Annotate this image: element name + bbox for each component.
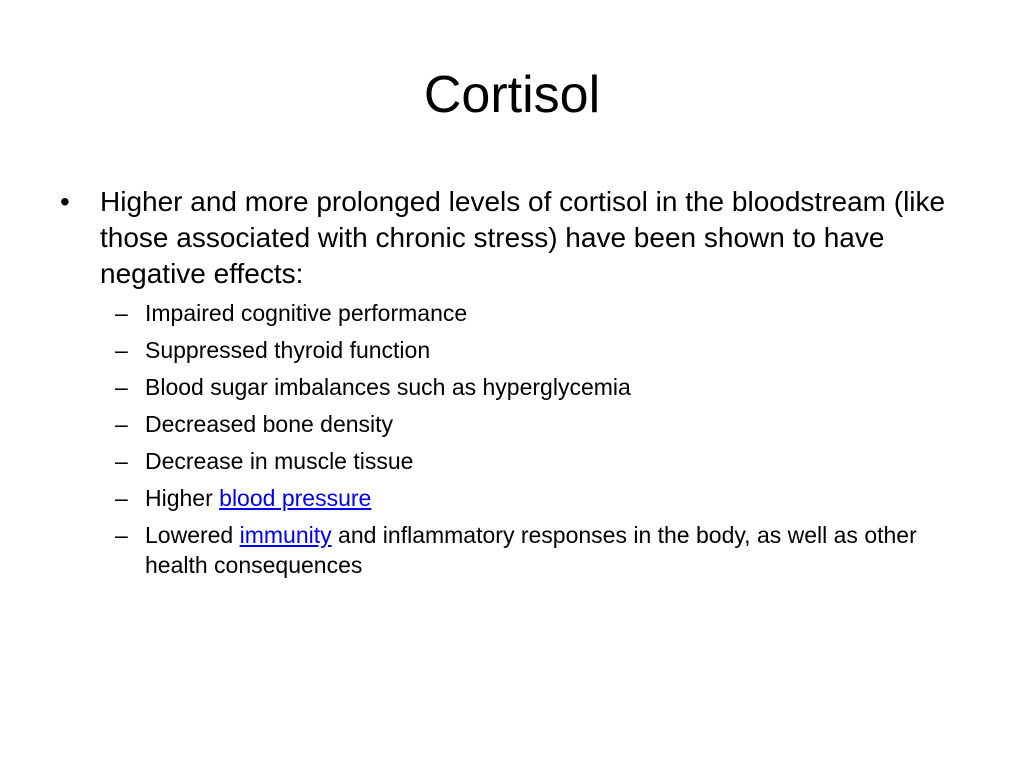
list-item-text: Decrease in muscle tissue (145, 448, 414, 474)
list-item-prefix: Lowered (145, 522, 240, 548)
list-item-suffix: and inflammatory responses in the body, as well as other health consequences (145, 522, 917, 578)
bullet-marker: • (60, 186, 70, 217)
list-item (115, 520, 970, 580)
slide-title: Cortisol (423, 66, 601, 124)
list-item-text: Blood sugar imbalances such as hyperglycemia (145, 374, 631, 400)
main-bullet (60, 184, 970, 292)
dash-marker: – (115, 374, 128, 400)
list-item (115, 335, 970, 365)
effects-list (60, 298, 970, 580)
slide-content (60, 184, 970, 587)
list-item-text: Impaired cognitive performance (145, 300, 468, 326)
main-bullet-text: Higher and more prolonged levels of cortisol in the bloodstream (like those associated with chronic stress) have been shown to have negative effects: (100, 186, 946, 289)
dash-marker: – (115, 522, 128, 548)
dash-marker: – (115, 411, 128, 437)
dash-marker: – (115, 337, 128, 363)
blood-pressure-link[interactable]: blood pressure (219, 485, 372, 511)
list-item (115, 409, 970, 439)
list-item-prefix: Higher (145, 485, 220, 511)
list-item-text: Suppressed thyroid function (145, 337, 431, 363)
list-item (115, 483, 970, 513)
list-item (115, 372, 970, 402)
list-item (115, 298, 970, 328)
list-item (115, 446, 970, 476)
list-item-text: Decreased bone density (145, 411, 394, 437)
dash-marker: – (115, 300, 128, 326)
immunity-link[interactable]: immunity (239, 522, 332, 548)
dash-marker: – (115, 448, 128, 474)
dash-marker: – (115, 485, 128, 511)
